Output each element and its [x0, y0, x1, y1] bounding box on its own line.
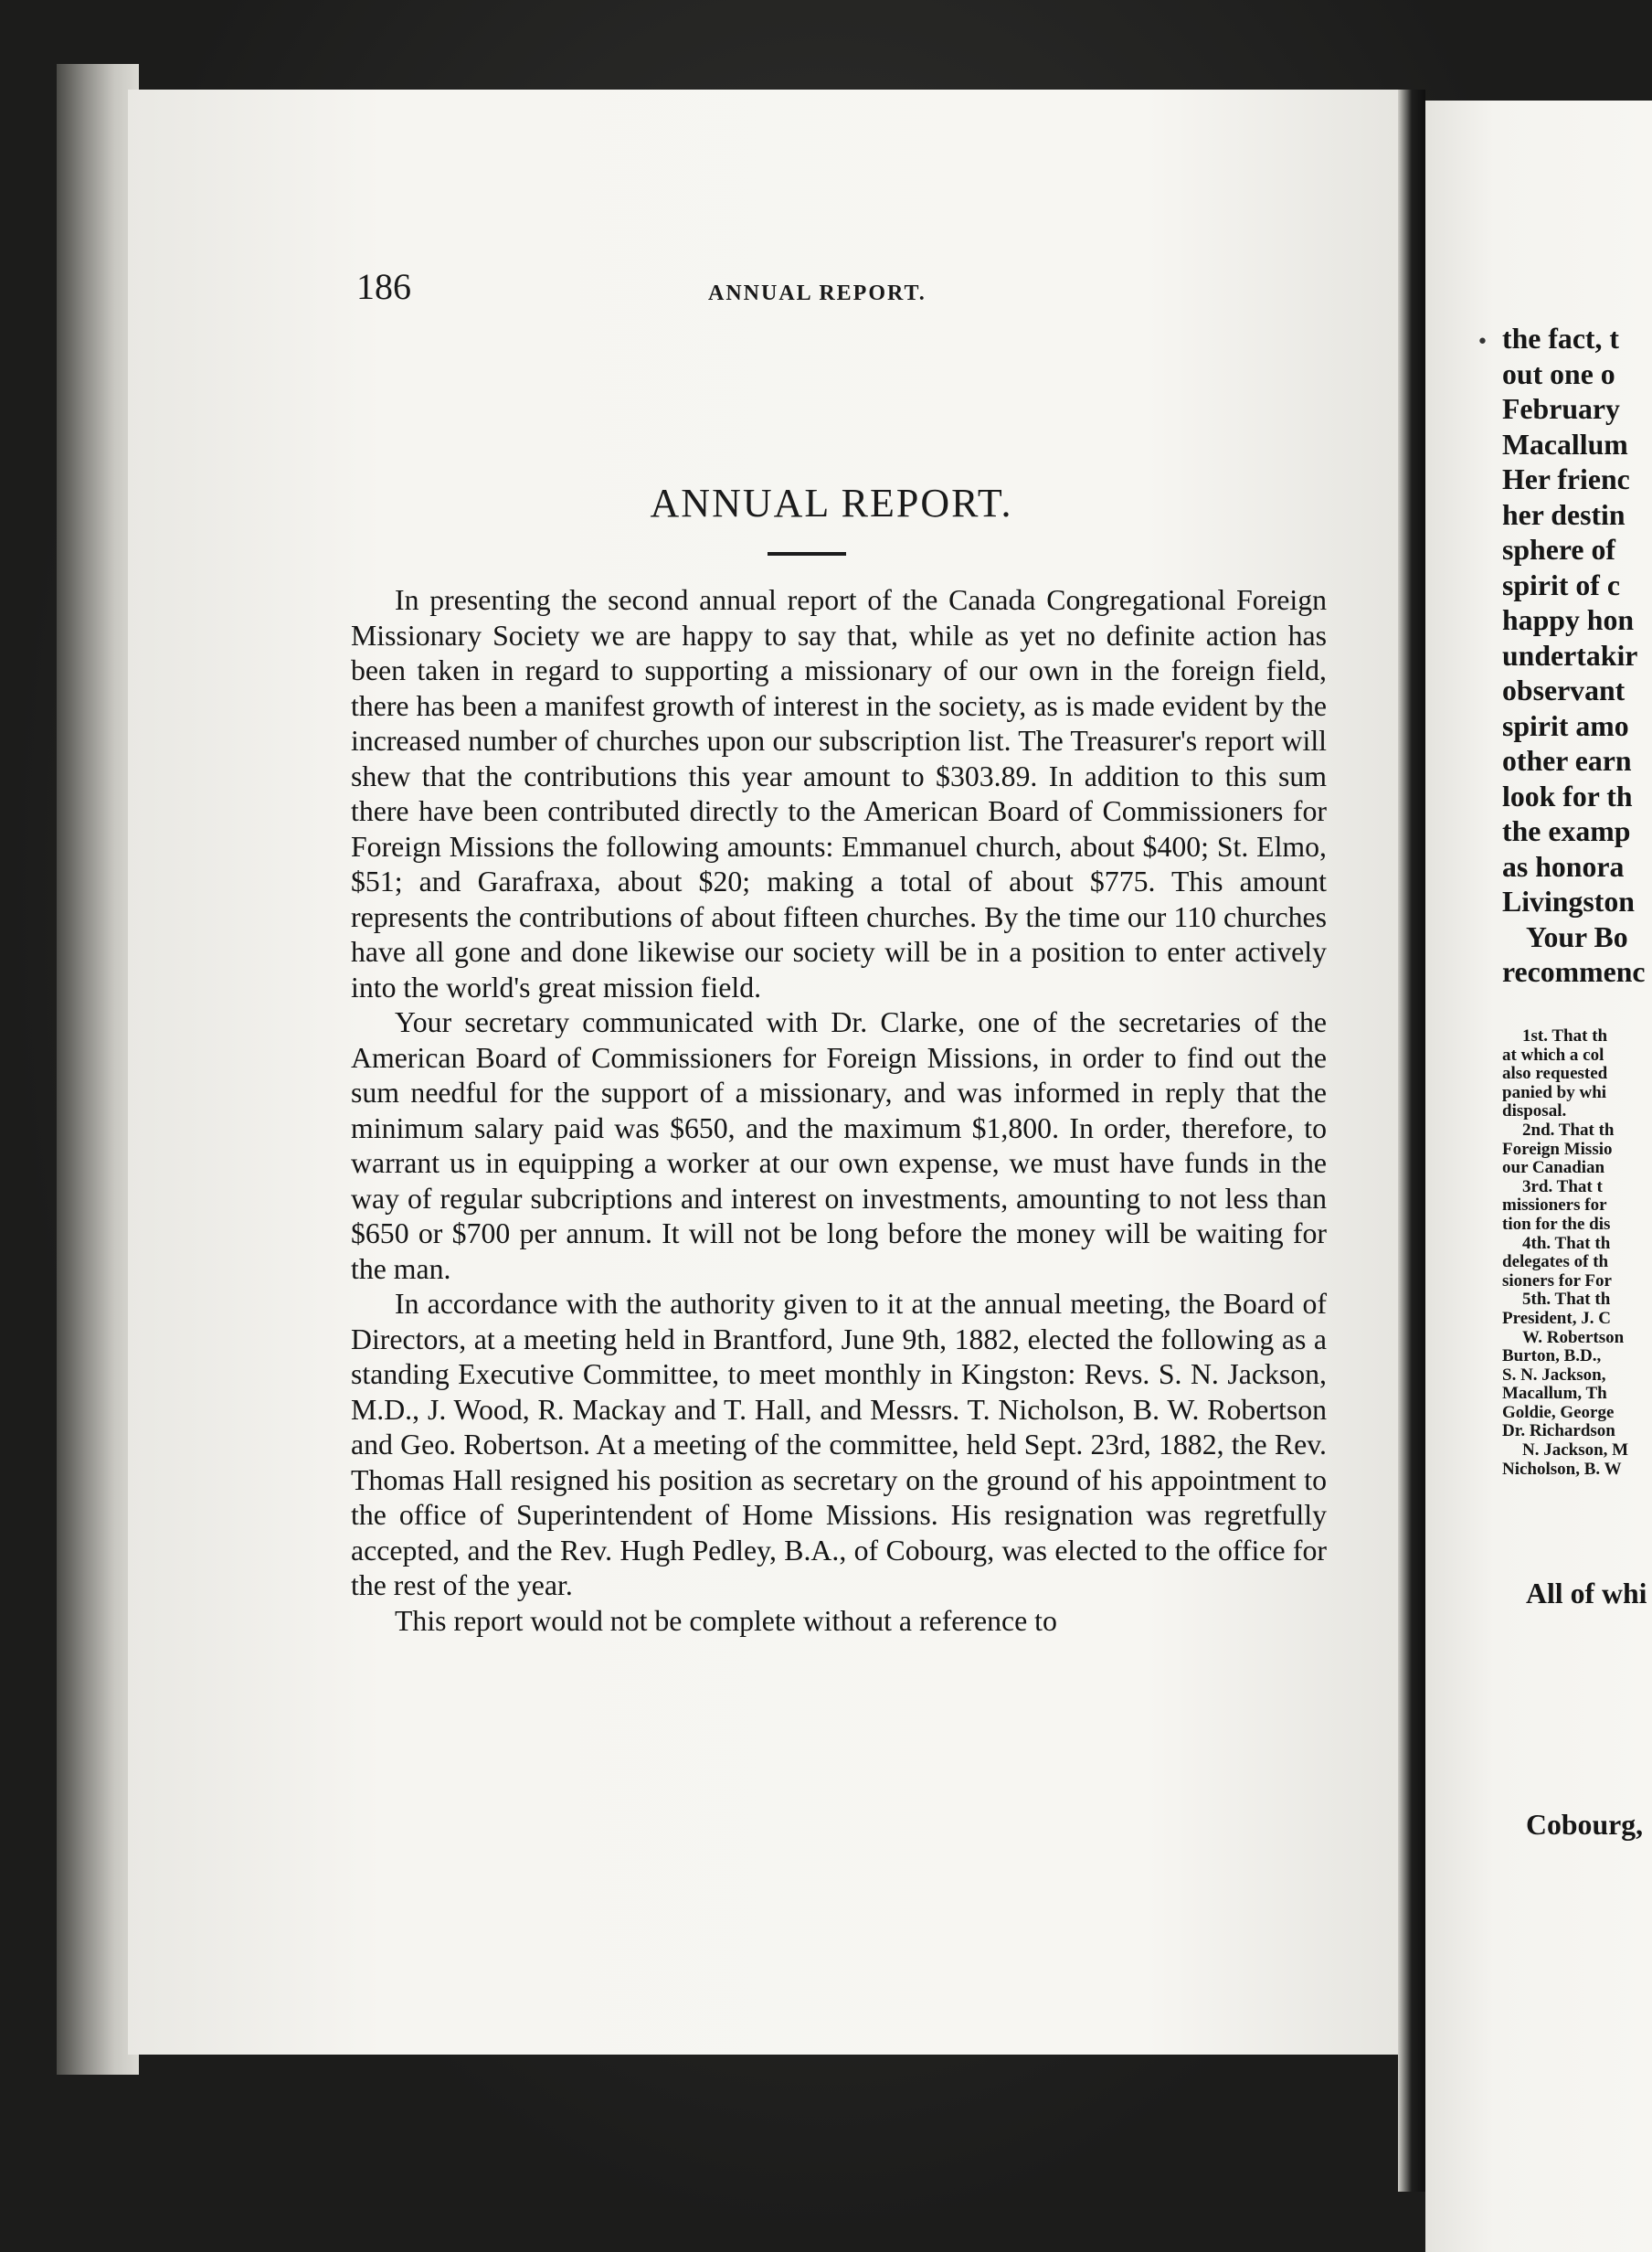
report-body — [351, 583, 1327, 1639]
note-line: Nicholson, B. W — [1502, 1460, 1622, 1479]
right-line: spirit amo — [1502, 709, 1629, 742]
note-line: panied by whi — [1502, 1083, 1607, 1102]
right-page-text — [1502, 322, 1652, 991]
right-line: Her frienc — [1502, 463, 1630, 495]
right-line: the examp — [1502, 815, 1631, 847]
right-line: Macallum — [1502, 428, 1628, 461]
right-page-closing — [1502, 1577, 1652, 1612]
right-line: Your Bo — [1526, 920, 1628, 953]
right-line: spirit of c — [1502, 568, 1620, 601]
margin-mark: • — [1477, 331, 1488, 354]
right-line: the fact, t — [1502, 323, 1620, 355]
right-line: observant — [1502, 675, 1626, 706]
book-page-edges — [57, 64, 139, 2075]
right-line: recommenc — [1502, 956, 1646, 988]
right-line: February — [1502, 393, 1620, 425]
paragraph-3: In accordance with the authority given to it at the annual meeting, the Board of Directors, at a meeting held in Brantford, June 9th, 1882, elected the following as a standing Executive Committee, to meet monthly in Kingston: Revs. S. N. Jackson, M.D., J. Wood, R. Mackay and T. Hall, and Messrs. T. Nicholson, B. W. Robertson and Geo. Robertson. At a meeting of the committee, held Sept. 23rd, 1882, the Rev. Thomas Hall resigned his position as secretary on the ground of his appointment to the office of Superintendent of Home Missions. His resignation was regretfully accepted, and the Rev. Hugh Pedley, B.A., of Cobourg, was elected to the office for the rest of the year. — [351, 1288, 1327, 1601]
note-line: missioners for — [1502, 1196, 1607, 1216]
paragraph-4: This report would not be complete without a reference to — [395, 1604, 1057, 1637]
note-line: our Canadian — [1502, 1159, 1605, 1178]
right-page-signature — [1502, 1808, 1652, 1843]
running-head — [356, 265, 1325, 320]
note-line: Dr. Richardson — [1502, 1422, 1615, 1441]
note-line: delegates of th — [1502, 1253, 1609, 1272]
book-gutter — [1398, 90, 1425, 2192]
right-line: her destin — [1502, 498, 1626, 531]
report-title: ANNUAL REPORT. — [650, 481, 1013, 526]
note-line: 4th. That th — [1522, 1234, 1611, 1253]
right-line: undertakir — [1502, 639, 1638, 672]
note-line: Macallum, Th — [1502, 1385, 1607, 1404]
right-page-recommendations — [1502, 1027, 1652, 1479]
title-rule — [768, 552, 846, 556]
page-number: 186 — [356, 266, 411, 307]
note-line: W. Robertson — [1522, 1328, 1625, 1347]
note-line: sioners for For — [1502, 1271, 1612, 1291]
note-line: Burton, B.D., — [1502, 1347, 1602, 1366]
note-line: disposal. — [1502, 1102, 1567, 1121]
right-line: as honora — [1502, 850, 1625, 883]
note-line: President, J. C — [1502, 1309, 1611, 1328]
closing-line: All of whi — [1526, 1577, 1647, 1609]
note-line: 2nd. That th — [1522, 1121, 1615, 1140]
note-line: Foreign Missio — [1502, 1140, 1613, 1159]
right-line: look for th — [1502, 780, 1633, 813]
note-line: 3rd. That t — [1522, 1177, 1603, 1196]
running-head-title: ANNUAL REPORT. — [708, 282, 927, 305]
note-line: 5th. That th — [1522, 1291, 1611, 1310]
paragraph-2: Your secretary communicated with Dr. Clarke, one of the secretaries of the American Board of Commissioners for Foreign Missions, in order to find out the sum needful for the support of a missionary, and was informed in reply that the minimum salary paid was $650, and the maximum $1,800. In order, therefore, to warrant us in equipping a worker at our own expense, we must have funds in the way of regular subcriptions and interest on investments, amounting to not less than $650 or $700 per annum. It will not be long before the money will be waiting for the man. — [351, 1006, 1327, 1285]
note-line: S. N. Jackson, — [1502, 1365, 1606, 1385]
note-line: also requested — [1502, 1065, 1608, 1084]
note-line: 1st. That th — [1522, 1027, 1608, 1046]
paragraph-1: In presenting the second annual report of the Canada Congregational Foreign Missionary Society we are happy to say that, while as yet no definite action has been taken in regard to supporting a missionary of our own in the foreign field, there has been a manifest growth of interest in the society, as is made evident by the increased number of churches upon our subscription list. The Treasurer's report will shew that the contributions this year amount to $303.89. In addition to this sum there have been contributed directly to the American Board of Commissioners for Foreign Missions the following amounts: Emmanuel church, about $400; St. Elmo, $51; and Garafraxa, about $20; making a total of about $775. This amount represents the contributions of about fifteen churches. By the time our 110 churches have all gone and done likewise our society will be in a position to enter actively into the world's great mission field. — [351, 584, 1327, 1004]
signature-line: Cobourg, — [1526, 1809, 1644, 1841]
right-line: out one o — [1502, 357, 1615, 390]
right-line: happy hon — [1502, 604, 1635, 636]
note-line: Goldie, George — [1502, 1403, 1615, 1422]
right-line: other earn — [1502, 745, 1632, 777]
right-line: sphere of — [1502, 534, 1615, 566]
note-line: at which a col — [1502, 1046, 1604, 1065]
right-line: Livingston — [1502, 886, 1635, 918]
note-line: tion for the dis — [1502, 1215, 1611, 1234]
note-line: N. Jackson, M — [1522, 1441, 1629, 1461]
